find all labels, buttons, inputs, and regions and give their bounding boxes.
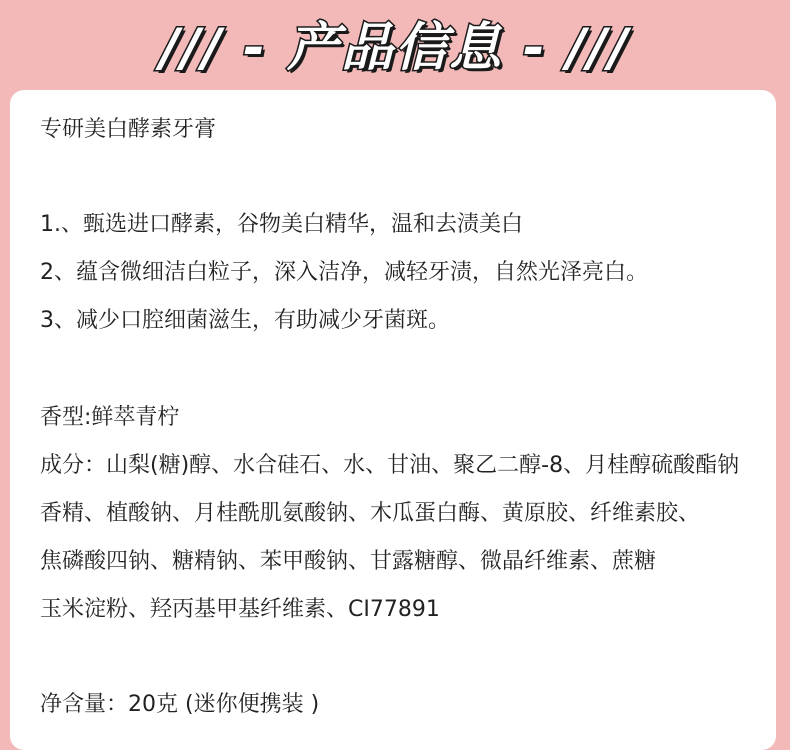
ingredients-line: 香精、植酸钠、月桂酰肌氨酸钠、木瓜蛋白酶、黄原胶、纤维素胶、 xyxy=(40,501,701,526)
product-info-card xyxy=(10,90,776,750)
ingredients-line: 玉米淀粉、羟丙基甲基纤维素、CI77891 xyxy=(40,597,440,622)
section-header xyxy=(0,8,790,88)
ingredients-line: 成分：山梨(糖)醇、水合硅石、水、甘油、聚乙二醇-8、月桂醇硫酸酯钠 xyxy=(40,453,740,478)
feature-item: 3、减少口腔细菌滋生，有助减少牙菌斑。 xyxy=(40,308,450,333)
net-content: 净含量：20克 (迷你便携装 ) xyxy=(40,692,320,717)
feature-item: 1.、甄选进口酵素，谷物美白精华，温和去渍美白 xyxy=(40,212,523,237)
ingredients-line: 焦磷酸四钠、糖精钠、苯甲酸钠、甘露糖醇、微晶纤维素、蔗糖 xyxy=(40,549,657,574)
scent-type: 香型:鲜萃青柠 xyxy=(40,405,180,430)
section-title: /// - 产品信息 - /// xyxy=(160,18,630,78)
feature-item: 2、蕴含微细洁白粒子，深入洁净，减轻牙渍，自然光泽亮白。 xyxy=(40,260,648,285)
product-name: 专研美白酵素牙膏 xyxy=(40,117,217,142)
